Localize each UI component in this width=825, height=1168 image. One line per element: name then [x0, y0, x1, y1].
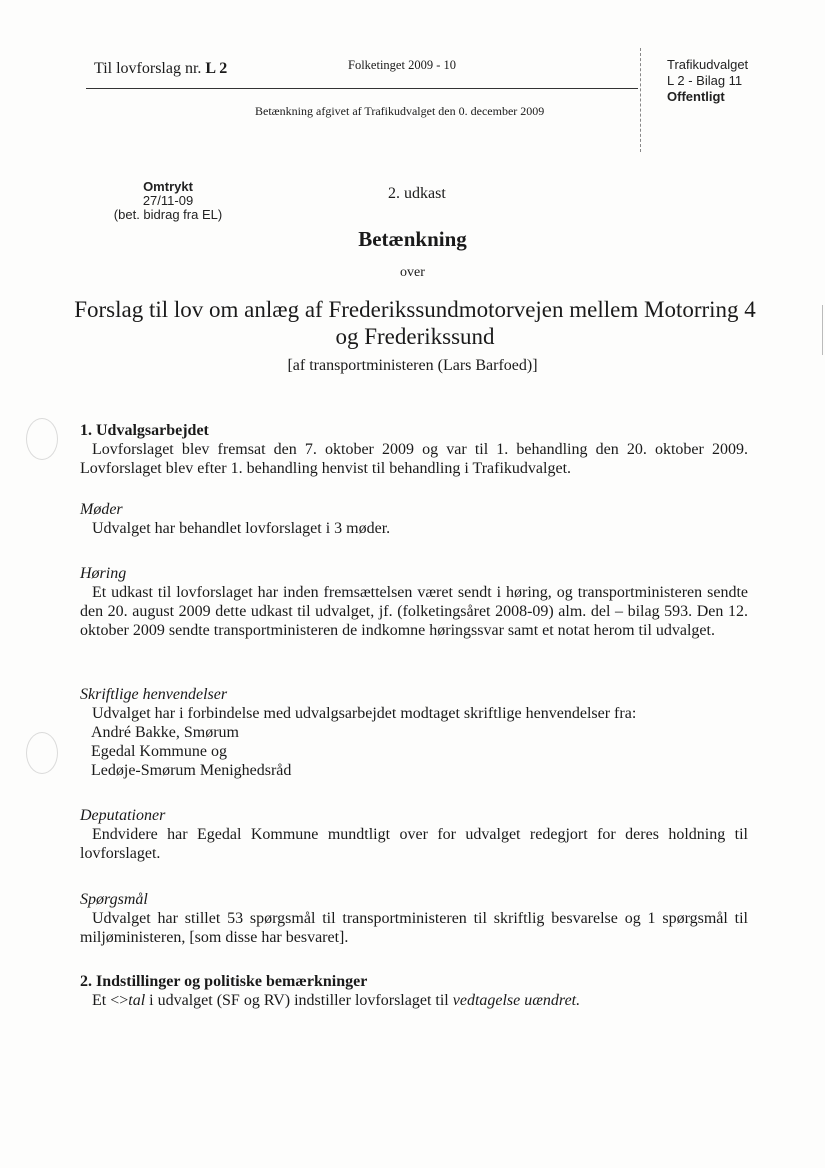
section-heading: 1. Udvalgsarbejdet: [80, 422, 209, 439]
stamp-bilag: L 2 - Bilag 11: [667, 73, 743, 88]
bill-reference: [94, 60, 227, 78]
bill-number: L 2: [205, 60, 228, 77]
stamp-committee: Trafikudvalget: [667, 57, 749, 72]
recommendation-text: i udvalget (SF og RV) indstiller lovforslaget til: [145, 992, 453, 1009]
list-item: André Bakke, Smørum: [91, 724, 239, 741]
document-title: Betænkning: [358, 227, 467, 251]
section-skriftlige-henvendelser: [80, 685, 748, 780]
reprint-date: 27/11-09: [142, 193, 194, 208]
bill-prefix: Til lovforslag nr.: [94, 60, 206, 77]
subsection-paragraph: Endvidere har Egedal Kommune mundtligt over for udvalget redegjort for deres holdning til lovforslaget.: [80, 826, 748, 862]
subsection-paragraph: Udvalget har stillet 53 spørgsmål til transportministeren til skriftlig besvarelse og 1 spørgsmål til miljøministeren, [som disse har besvaret].: [80, 910, 748, 946]
committee-stamp: [667, 57, 748, 105]
section-paragraph: Lovforslaget blev fremsat den 7. oktober 2009 og var til 1. behandling den 20. oktober 2009. Lovforslaget blev efter 1. behandling henvist til behandling i Trafikudvalget.: [80, 441, 748, 477]
section-moder: [80, 500, 748, 538]
margin-divider: [640, 48, 641, 152]
subsection-heading: Høring: [80, 565, 127, 582]
list-item: Egedal Kommune og: [91, 743, 227, 760]
section-paragraph: [80, 991, 748, 1010]
recommendation-outcome: vedtagelse uændret.: [452, 992, 581, 1009]
reprint-label: Omtrykt: [143, 179, 193, 194]
stamp-public: Offentligt: [667, 89, 725, 104]
subsection-heading: Deputationer: [80, 807, 166, 824]
reprint-source: (bet. bidrag fra EL): [113, 207, 223, 222]
subsection-heading: Spørgsmål: [80, 891, 148, 908]
session-label: Folketinget 2009 - 10: [348, 58, 456, 72]
reprint-note: [108, 180, 228, 222]
report-line: Betænkning afgivet af Trafikudvalget den 0. december 2009: [255, 104, 545, 118]
recommendation-emphasis: tal: [128, 992, 146, 1009]
sender-list: [80, 723, 748, 780]
proposer-line: [af transportministeren (Lars Barfoed)]: [287, 357, 538, 374]
header-divider: [86, 88, 638, 89]
list-item: Ledøje-Smørum Menighedsråd: [91, 762, 292, 779]
section-heading: 2. Indstillinger og politiske bemærkninger: [80, 973, 368, 990]
draft-label: 2. udkast: [388, 185, 446, 202]
recommendation-text: Et <>: [92, 992, 129, 1009]
punch-hole-mark: [26, 418, 58, 460]
subsection-paragraph: Udvalget har behandlet lovforslaget i 3 møder.: [92, 520, 391, 537]
subsection-heading: Møder: [80, 501, 123, 518]
section-deputationer: [80, 806, 748, 863]
subsection-heading: Skriftlige henvendelser: [80, 686, 228, 703]
section-sporgsmaal: [80, 890, 748, 947]
law-title: Forslag til lov om anlæg af Frederikssundmotorvejen mellem Motorring 4 og Frederikssund: [74, 297, 756, 349]
over-label: over: [400, 265, 425, 280]
scan-edge-mark: [822, 305, 823, 355]
section-udvalgsarbejdet: [80, 421, 748, 478]
punch-hole-mark: [26, 732, 58, 774]
subsection-paragraph: Udvalget har i forbindelse med udvalgsarbejdet modtaget skriftlige henvendelser fra:: [92, 705, 637, 722]
section-horing: [80, 564, 748, 640]
subsection-paragraph: Et udkast til lovforslaget har inden fremsættelsen været sendt i høring, og transportministeren sendte den 20. august 2009 dette udkast til udvalget, jf. (folketingsåret 2008-09) alm. del – bilag 593. Den 12. oktober 2009 sendte transportministeren de indkomne høringssvar samt et notat herom til udvalget.: [80, 584, 748, 639]
section-indstillinger: [80, 972, 748, 1010]
